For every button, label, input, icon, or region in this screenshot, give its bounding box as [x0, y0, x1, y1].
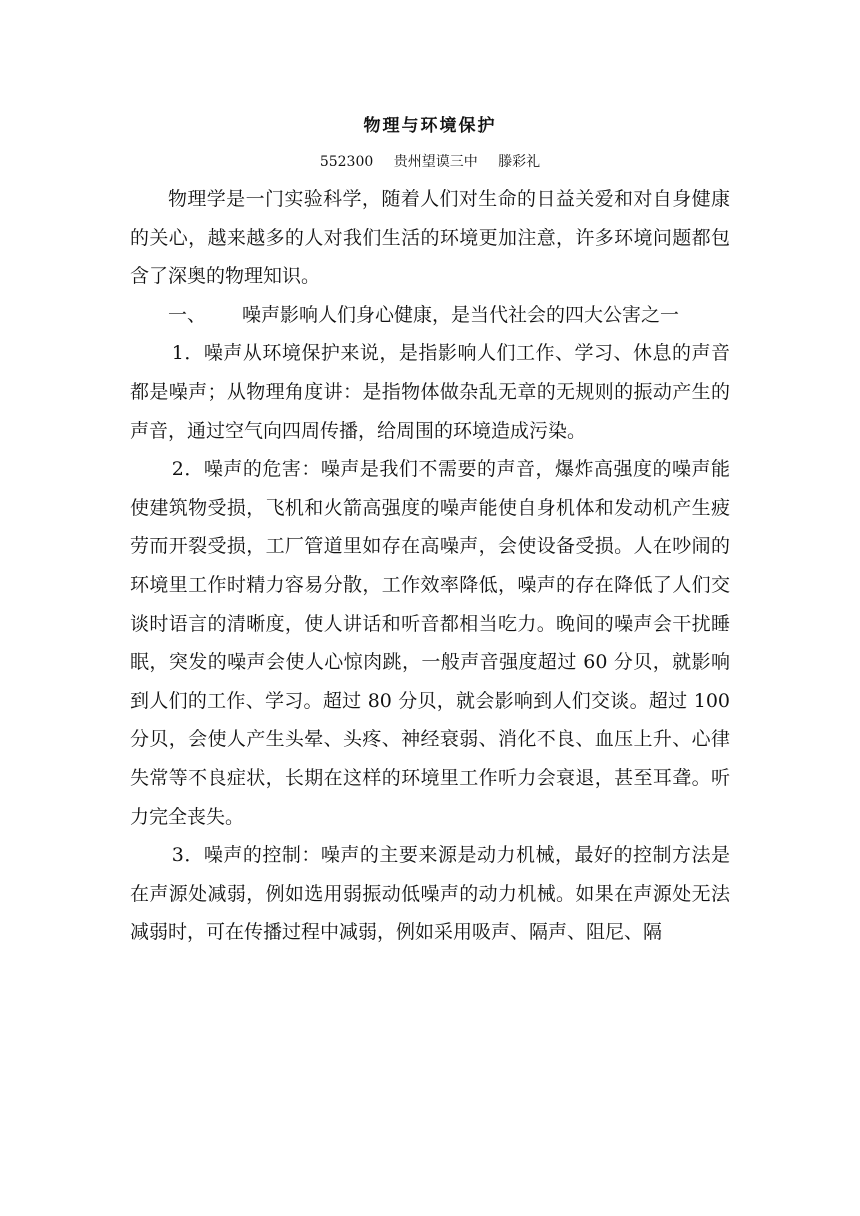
- section-title: 噪声影响人们身心健康，是当代社会的四大公害之一: [242, 303, 680, 326]
- postcode: 552300: [319, 154, 374, 170]
- intro-paragraph: 物理学是一门实验科学，随着人们对生命的日益关爱和对自身健康的关心，越来越多的人对我们生活的环境更加注意，许多环境问题都包含了深奥的物理知识。: [130, 188, 730, 288]
- school-name: 贵州望谟三中: [393, 154, 478, 170]
- document-page: [130, 108, 730, 952]
- author-name: 滕彩礼: [498, 154, 541, 170]
- section-number: 一、: [168, 303, 207, 326]
- item-paragraph-3: 3．噪声的控制：噪声的主要来源是动力机械，最好的控制方法是在声源处减弱，例如选用弱振动低噪声的动力机械。如果在声源处无法减弱时，可在传播过程中减弱，例如采用吸声、隔声、阻尼、隔: [130, 844, 730, 944]
- section-heading: [130, 296, 730, 335]
- item-paragraph-1: 1．噪声从环境保护来说，是指影响人们工作、学习、休息的声音都是噪声；从物理角度讲：是指物体做杂乱无章的无规则的振动产生的声音，通过空气向四周传播，给周围的环境造成污染。: [130, 342, 730, 442]
- byline: [130, 144, 730, 180]
- document-title: 物理与环境保护: [363, 116, 497, 136]
- item-paragraph-2: 2．噪声的危害：噪声是我们不需要的声音，爆炸高强度的噪声能使建筑物受损，飞机和火箭高强度的噪声能使自身机体和发动机产生疲劳而开裂受损，工厂管道里如存在高噪声，会使设备受损。人在吵闹的环境里工作时精力容易分散，工作效率降低，噪声的存在降低了人们交谈时语言的清晰度，使人讲话和听音都相当吃力。晚间的噪声会干扰睡眠，突发的噪声会使人心惊肉跳，一般声音强度超过 60 分贝，就影响到人们的工作、学习。超过 80 分贝，就会影响到人们交谈。超过 100 分贝，会使人产生头晕、头疼、神经衰弱、消化不良、血压上升、心律失常等不良症状，长期在这样的环境里工作听力会衰退，甚至耳聋。听力完全丧失。: [130, 458, 730, 828]
